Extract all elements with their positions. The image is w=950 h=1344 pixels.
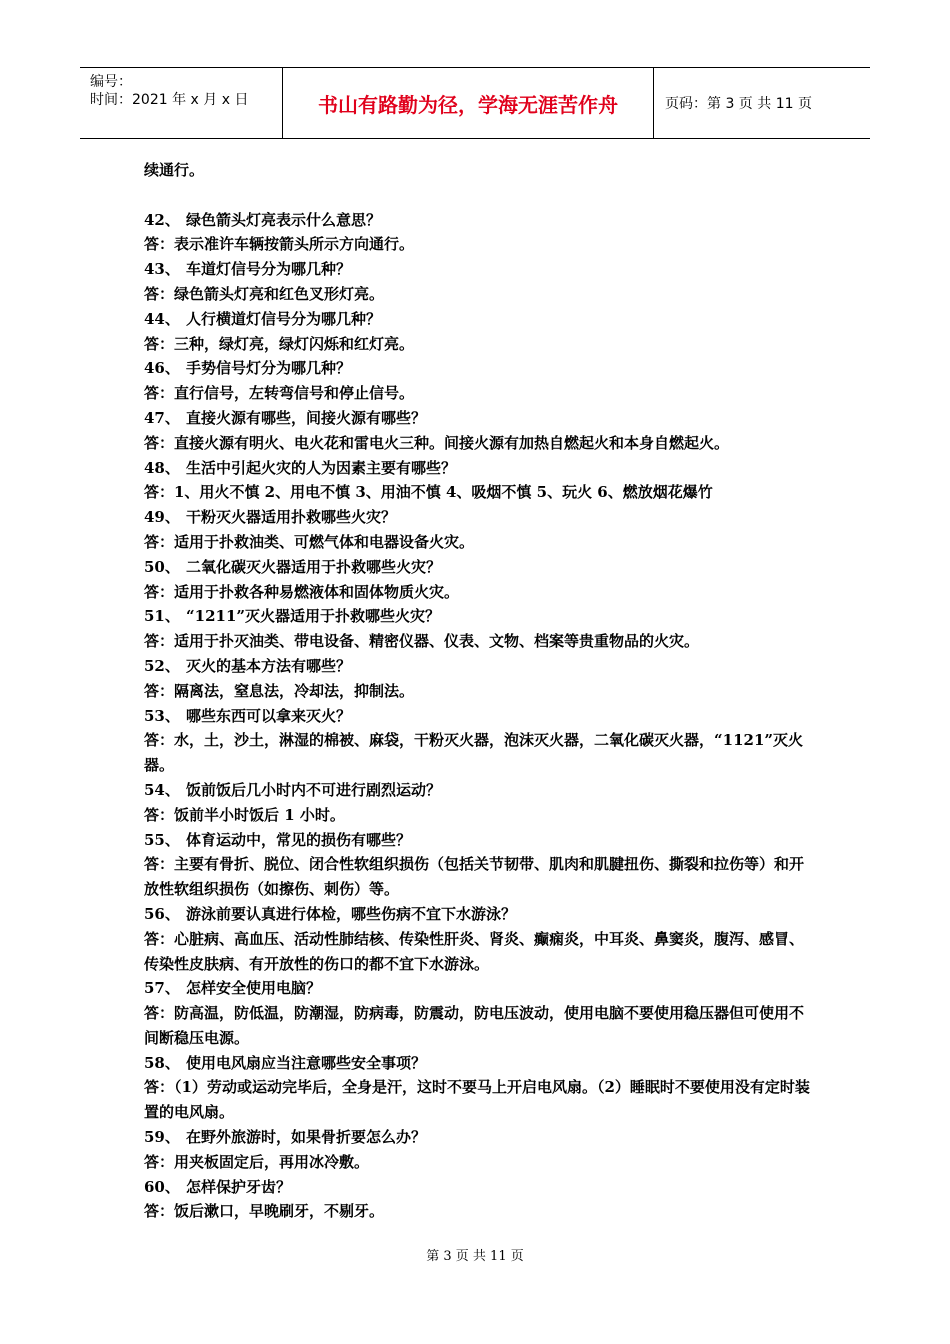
question-text: 哪些东西可以拿来灭火？: [186, 706, 352, 725]
answer: 答：隔离法，窒息法，冷却法，抑制法。: [144, 681, 415, 700]
question-text: 人行横道灯信号分为哪几种？: [186, 309, 382, 328]
question-number: 48、: [144, 458, 180, 477]
question-text: 二氧化碳灭火器适用于扑救哪些火灾？: [186, 557, 442, 576]
question: [144, 778, 812, 803]
qa-item: [144, 208, 812, 258]
question-number: 54、: [144, 780, 180, 799]
answer: 答：饭后漱口，早晚刷牙，不剔牙。: [144, 1202, 385, 1221]
answer: 答：（1）劳动或运动完毕后，全身是汗，这时不要马上开启电风扇。（2）睡眠时不要使用没有定时装置的电风扇。: [144, 1078, 810, 1122]
answer: 答：适用于扑灭油类、带电设备、精密仪器、仪表、文物、档案等贵重物品的火灾。: [144, 632, 700, 651]
question-number: 59、: [144, 1128, 180, 1147]
qa-item: [144, 1175, 812, 1225]
answer: 答：直行信号，左转弯信号和停止信号。: [144, 384, 415, 403]
question: [144, 406, 812, 431]
document-body: [144, 158, 812, 1224]
question-text: 饭前饭后几小时内不可进行剧烈运动？: [186, 780, 442, 799]
answer: 答：心脏病、高血压、活动性肺结核、传染性肝炎、肾炎、癫痫炎，中耳炎、鼻窦炎，腹泻、感冒、传染性皮肤病、有开放性的伤口的都不宜下水游泳。: [144, 929, 805, 973]
question-number: 46、: [144, 359, 180, 378]
question-number: 51、: [144, 607, 180, 626]
question: [144, 208, 812, 233]
question-text: 绿色箭头灯亮表示什么意思？: [186, 210, 382, 229]
answer: 答：防高温，防低温，防潮湿，防病毒，防震动，防电压波动，使用电脑不要使用稳压器但可使用不间断稳压电源。: [144, 1004, 805, 1047]
question: [144, 604, 812, 629]
question: [144, 505, 812, 530]
answer: 答：绿色箭头灯亮和红色叉形灯亮。: [144, 284, 385, 303]
answer: 答：适用于扑救油类、可燃气体和电器设备火灾。: [144, 532, 475, 551]
header-motto: 书山有路勤为径，学海无涯苦作舟: [283, 68, 654, 138]
qa-item: [144, 604, 812, 654]
question-text: 体育运动中，常见的损伤有哪些？: [186, 830, 412, 849]
question-text: 在野外旅游时，如果骨折要怎么办？: [186, 1128, 427, 1147]
question: [144, 307, 812, 332]
answer: 答：主要有骨折、脱位、闭合性软组织损伤（包括关节韧带、肌肉和肌腱扭伤、撕裂和拉伤等）和开放性软组织损伤（如擦伤、刺伤）等。: [144, 855, 805, 899]
question-number: 58、: [144, 1053, 180, 1072]
qa-item: [144, 704, 812, 778]
answer: 答：适用于扑救各种易燃液体和固体物质火灾。: [144, 582, 460, 601]
qa-item: [144, 1125, 812, 1175]
question-number: 53、: [144, 706, 180, 725]
answer: 答：表示准许车辆按箭头所示方向通行。: [144, 235, 415, 254]
question-text: 手势信号灯分为哪几种？: [186, 359, 352, 378]
question-text: 生活中引起火灾的人为因素主要有哪些？: [186, 458, 457, 477]
qa-item: [144, 654, 812, 704]
qa-item: [144, 976, 812, 1050]
qa-item: [144, 1051, 812, 1125]
question: [144, 1175, 812, 1200]
question-number: 49、: [144, 508, 180, 527]
qa-item: [144, 356, 812, 406]
question-number: 56、: [144, 904, 180, 923]
number-label: 编号：: [90, 74, 132, 90]
answer: 答：1、用火不慎 2、用电不慎 3、用油不慎 4、吸烟不慎 5、玩火 6、燃放烟花爆竹: [144, 483, 713, 502]
qa-item: [144, 307, 812, 357]
header-meta: [80, 68, 283, 138]
question: [144, 257, 812, 282]
question: [144, 828, 812, 853]
question-text: 灭火的基本方法有哪些？: [186, 656, 352, 675]
answer: 答：水，土，沙土，淋湿的棉被、麻袋，干粉灭火器，泡沫灭火器，二氧化碳灭火器，“1121”灭火器。: [144, 731, 804, 775]
spacer: [144, 183, 812, 208]
continuation-text: 续通行。: [144, 161, 205, 179]
question: [144, 1125, 812, 1150]
question-number: 57、: [144, 979, 180, 998]
qa-item: [144, 406, 812, 456]
question: [144, 456, 812, 481]
question-number: 44、: [144, 309, 180, 328]
answer: 答：用夹板固定后，再用冰冷敷。: [144, 1152, 370, 1171]
question: [144, 704, 812, 729]
qa-item: [144, 456, 812, 506]
answer: 答：三种，绿灯亮，绿灯闪烁和红灯亮。: [144, 334, 415, 353]
question-text: 直接火源有哪些，间接火源有哪些？: [186, 408, 427, 427]
question: [144, 555, 812, 580]
question-number: 50、: [144, 557, 180, 576]
answer: 答：直接火源有明火、电火花和雷电火三种。间接火源有加热自燃起火和本身自燃起火。: [144, 433, 730, 452]
question: [144, 654, 812, 679]
question-number: 60、: [144, 1177, 180, 1196]
question: [144, 976, 812, 1001]
question: [144, 902, 812, 927]
answer: 答：饭前半小时饭后 1 小时。: [144, 805, 345, 824]
question-number: 52、: [144, 656, 180, 675]
qa-item: [144, 505, 812, 555]
question-number: 55、: [144, 830, 180, 849]
question-number: 43、: [144, 260, 180, 279]
time-label: 时间：2021 年 x 月 x 日: [90, 92, 249, 108]
question-number: 47、: [144, 408, 180, 427]
page-footer: 第 3 页 共 11 页: [426, 1249, 524, 1264]
question: [144, 1051, 812, 1076]
question-text: “1211”灭火器适用于扑救哪些火灾？: [186, 607, 441, 626]
qa-list: [144, 208, 812, 1225]
qa-item: [144, 828, 812, 902]
header-page-label: 页码：第 3 页 共 11 页: [665, 96, 812, 112]
qa-item: [144, 257, 812, 307]
question-text: 干粉灭火器适用扑救哪些火灾？: [186, 508, 397, 527]
qa-item: [144, 902, 812, 976]
question-number: 42、: [144, 210, 180, 229]
page-header: [80, 67, 870, 139]
question-text: 车道灯信号分为哪几种？: [186, 260, 352, 279]
qa-item: [144, 555, 812, 605]
question-text: 怎样安全使用电脑？: [186, 979, 322, 998]
question-text: 使用电风扇应当注意哪些安全事项？: [186, 1053, 427, 1072]
question-text: 游泳前要认真进行体检，哪些伤病不宜下水游泳？: [186, 904, 517, 923]
question: [144, 356, 812, 381]
qa-item: [144, 778, 812, 828]
question-text: 怎样保护牙齿？: [186, 1177, 292, 1196]
